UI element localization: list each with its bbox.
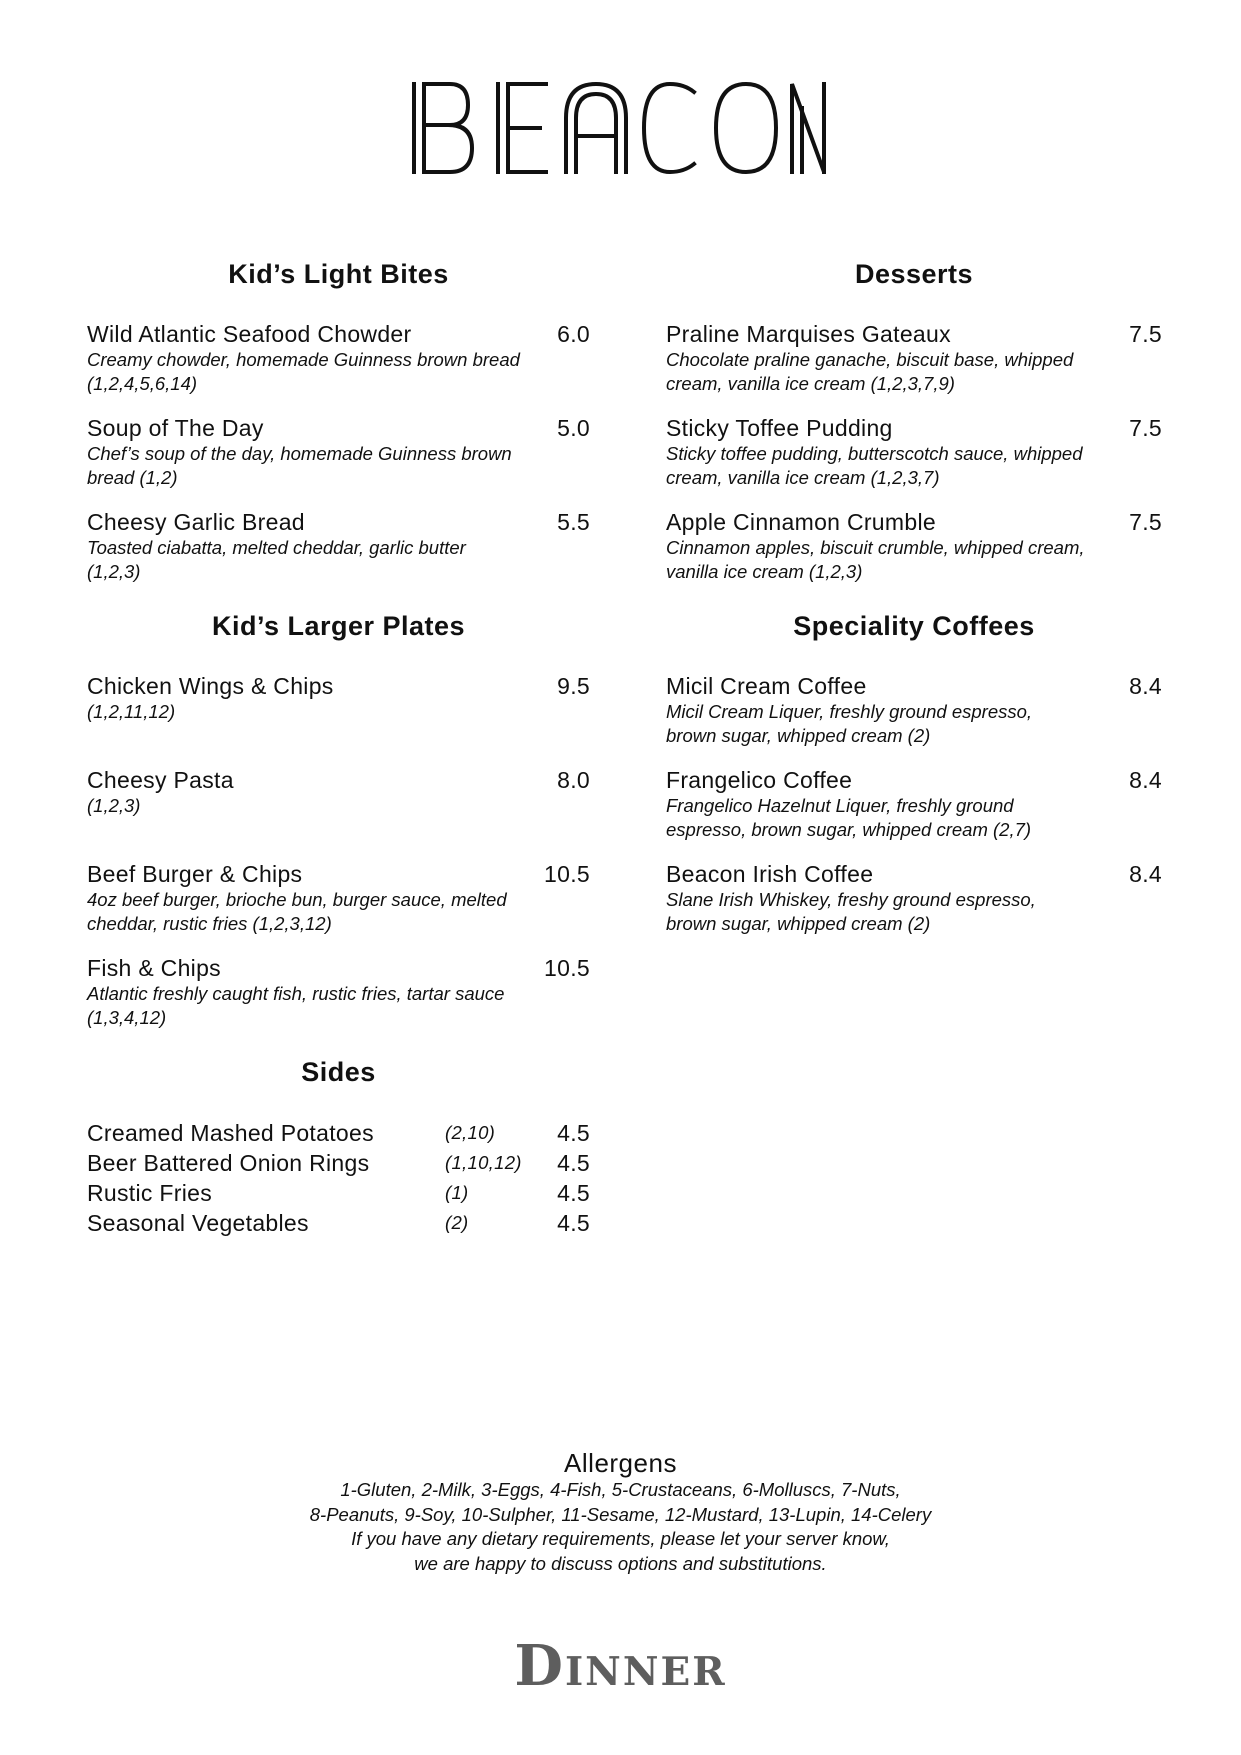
- desc-line: espresso, brown sugar, whipped cream (2,7): [666, 819, 1032, 840]
- item-description: [666, 700, 1162, 748]
- item-name: Apple Cinnamon Crumble: [666, 509, 936, 535]
- side-name: Seasonal Vegetables: [87, 1210, 309, 1236]
- item-name: Sticky Toffee Pudding: [666, 415, 893, 441]
- desc-line: Frangelico Hazelnut Liquer, freshly ground: [666, 795, 1014, 816]
- item-price: 8.0: [557, 767, 590, 793]
- right-column: [666, 258, 1162, 936]
- menu-item: [666, 414, 1162, 490]
- item-description: [87, 348, 590, 396]
- side-row: [87, 1118, 590, 1148]
- item-name: Fish & Chips: [87, 955, 221, 981]
- sides-list: [87, 1118, 590, 1238]
- item-description: [666, 442, 1162, 490]
- desc-line: (1,2,3): [87, 795, 141, 816]
- desc-line: cream, vanilla ice cream (1,2,3,7,9): [666, 373, 955, 394]
- desc-line: Chocolate praline ganache, biscuit base, whipped: [666, 349, 1074, 370]
- item-name: Chicken Wings & Chips: [87, 673, 334, 699]
- menu-item: [87, 672, 590, 748]
- allergens-line: 1-Gluten, 2-Milk, 3-Eggs, 4-Fish, 5-Crustaceans, 6-Molluscs, 7-Nuts,: [340, 1479, 901, 1500]
- desc-line: Micil Cream Liquer, freshly ground espresso,: [666, 701, 1033, 722]
- menu-item: [666, 766, 1162, 842]
- item-description: [666, 536, 1162, 584]
- side-price: 4.5: [557, 1180, 590, 1206]
- desc-line: vanilla ice cream (1,2,3): [666, 561, 863, 582]
- item-name: Beef Burger & Chips: [87, 861, 303, 887]
- item-description: [87, 442, 590, 490]
- desc-line: 4oz beef burger, brioche bun, burger sauce, melted: [87, 889, 507, 910]
- item-price: 5.5: [557, 509, 590, 535]
- item-price: 8.4: [1129, 861, 1162, 887]
- desc-line: [87, 724, 590, 748]
- desc-line: cream, vanilla ice cream (1,2,3,7): [666, 467, 940, 488]
- desc-line: brown sugar, whipped cream (2): [666, 725, 931, 746]
- side-price: 4.5: [557, 1120, 590, 1146]
- item-name: Frangelico Coffee: [666, 767, 853, 793]
- item-name: Cheesy Pasta: [87, 767, 234, 793]
- desc-line: bread (1,2): [87, 467, 178, 488]
- allergens-line: 8-Peanuts, 9-Soy, 10-Sulpher, 11-Sesame, 12-Mustard, 13-Lupin, 14-Celery: [309, 1503, 932, 1525]
- item-price: 10.5: [544, 955, 590, 981]
- desc-line: (1,2,11,12): [87, 701, 176, 722]
- section-title-coffees: Speciality Coffees: [793, 611, 1035, 641]
- desc-line: cheddar, rustic fries (1,2,3,12): [87, 913, 332, 934]
- side-row: [87, 1148, 590, 1178]
- desc-line: Toasted ciabatta, melted cheddar, garlic butter: [87, 537, 466, 558]
- side-allergens: (1,10,12): [445, 1152, 522, 1173]
- item-description: [666, 794, 1162, 842]
- menu-item: [666, 508, 1162, 584]
- section-title-sides: Sides: [301, 1057, 376, 1087]
- item-price: 5.0: [557, 415, 590, 441]
- desc-line: (1,2,3): [87, 561, 141, 582]
- item-description: [87, 888, 590, 936]
- menu-item: [87, 860, 590, 936]
- desc-line: [87, 818, 590, 842]
- desc-line: Chef’s soup of the day, homemade Guinness brown: [87, 443, 512, 464]
- left-column: [87, 258, 590, 1238]
- section-title-larger-plates: Kid’s Larger Plates: [211, 611, 466, 641]
- item-name: Wild Atlantic Seafood Chowder: [87, 321, 412, 347]
- item-price: 7.5: [1129, 415, 1162, 441]
- menu-item: [87, 414, 590, 490]
- coffees-list: [666, 672, 1162, 936]
- side-allergens: (2): [445, 1212, 469, 1233]
- item-name: Soup of The Day: [87, 415, 264, 441]
- desc-line: Cinnamon apples, biscuit crumble, whipped cream,: [666, 537, 1085, 558]
- desc-line: Creamy chowder, homemade Guinness brown bread: [87, 349, 520, 370]
- desserts-list: [666, 320, 1162, 584]
- item-price: 10.5: [544, 861, 590, 887]
- item-price: 7.5: [1129, 509, 1162, 535]
- allergens-block: [0, 1448, 1241, 1576]
- side-row: [87, 1178, 590, 1208]
- side-price: 4.5: [557, 1210, 590, 1236]
- item-name: Cheesy Garlic Bread: [87, 509, 305, 535]
- item-price: 6.0: [557, 321, 590, 347]
- item-description: [87, 700, 590, 748]
- menu-item: [666, 860, 1162, 936]
- item-price: 7.5: [1129, 321, 1162, 347]
- side-price: 4.5: [557, 1150, 590, 1176]
- side-name: Rustic Fries: [87, 1180, 213, 1206]
- menu-item: [666, 320, 1162, 396]
- item-name: Micil Cream Coffee: [666, 673, 867, 699]
- item-description: [87, 536, 590, 584]
- item-price: 8.4: [1129, 673, 1162, 699]
- beacon-wordmark: [406, 78, 836, 178]
- item-description: [666, 888, 1162, 936]
- menu-item: [87, 508, 590, 584]
- desc-line: (1,3,4,12): [87, 1007, 167, 1028]
- item-name: Praline Marquises Gateaux: [666, 321, 951, 347]
- menu-item: [87, 320, 590, 396]
- desc-line: Sticky toffee pudding, butterscotch sauce, whipped: [666, 443, 1083, 464]
- side-name: Creamed Mashed Potatoes: [87, 1120, 374, 1146]
- side-allergens: (2,10): [445, 1122, 496, 1143]
- menu-item: [87, 766, 590, 842]
- desc-line: Slane Irish Whiskey, freshy ground espresso,: [666, 889, 1036, 910]
- allergens-line: we are happy to discuss options and substitutions.: [414, 1552, 827, 1574]
- side-name: Beer Battered Onion Rings: [87, 1150, 370, 1176]
- desc-line: brown sugar, whipped cream (2): [666, 913, 931, 934]
- desc-line: Atlantic freshly caught fish, rustic fries, tartar sauce: [87, 983, 505, 1004]
- item-description: [87, 794, 590, 842]
- side-allergens: (1): [445, 1182, 469, 1203]
- menu-item: [87, 954, 590, 1030]
- item-description: [87, 982, 590, 1030]
- beacon-logo: [0, 78, 1241, 183]
- larger-plates-list: [87, 672, 590, 1030]
- light-bites-list: [87, 320, 590, 584]
- side-row: [87, 1208, 590, 1238]
- allergens-title: Allergens: [564, 1448, 677, 1478]
- item-description: [666, 348, 1162, 396]
- section-title-desserts: Desserts: [854, 259, 974, 289]
- desc-line: (1,2,4,5,6,14): [87, 373, 198, 394]
- item-name: Beacon Irish Coffee: [666, 861, 874, 887]
- allergens-line: If you have any dietary requirements, please let your server know,: [351, 1528, 890, 1549]
- section-title-light-bites: Kid’s Light Bites: [228, 259, 449, 289]
- item-price: 8.4: [1129, 767, 1162, 793]
- menu-item: [666, 672, 1162, 748]
- item-price: 9.5: [557, 673, 590, 699]
- dinner-footer-title: Dinner: [514, 1633, 727, 1699]
